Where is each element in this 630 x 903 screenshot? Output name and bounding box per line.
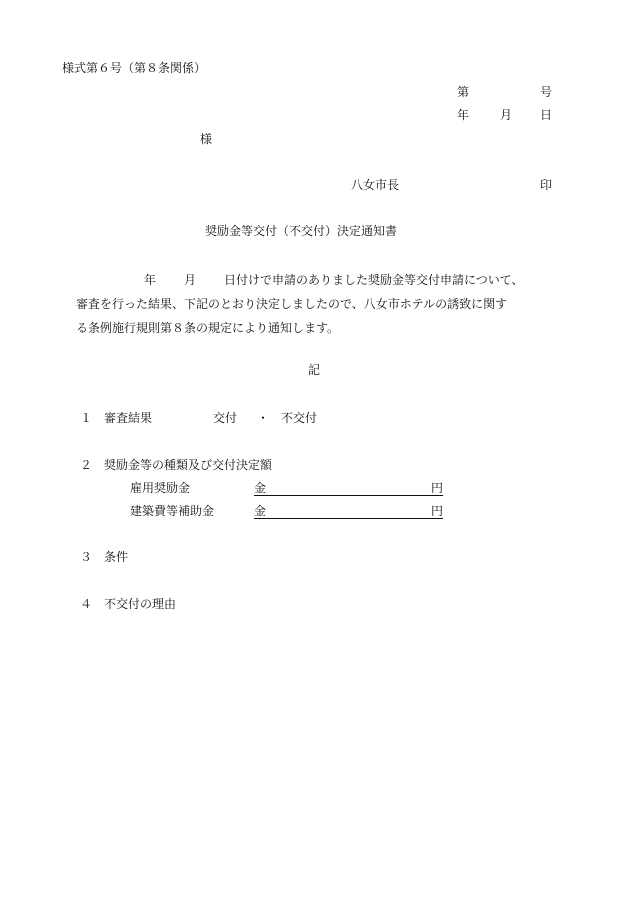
date-day-label: 日	[540, 108, 553, 122]
option-grant: 交付	[213, 411, 238, 425]
seal-mark: 印	[540, 178, 553, 192]
issuer-title: 八女市長	[351, 178, 400, 192]
form-number-label: 様式第６号（第８条関係）	[62, 61, 207, 75]
document-number-prefix: 第	[457, 85, 470, 99]
item2-label: 奨励金等の種類及び交付決定額	[104, 458, 273, 472]
item1-label: 審査結果	[104, 411, 153, 425]
notice-line-1-text: 日付けで申請のありました奨励金等交付申請について、	[224, 273, 524, 287]
employment-incentive-prefix: 金	[254, 481, 267, 495]
option-nongrant: 不交付	[281, 411, 318, 425]
employment-incentive-unit: 円	[431, 481, 444, 495]
date-month-label: 月	[500, 108, 513, 122]
date-year-label: 年	[457, 108, 470, 122]
item1-number: １	[80, 411, 93, 425]
notice-line-1	[76, 268, 588, 292]
item4-number: ４	[80, 597, 93, 611]
employment-incentive-amount-underline	[254, 495, 443, 496]
item3-label: 条件	[104, 550, 129, 564]
option-separator: ・	[257, 411, 270, 425]
addressee-suffix: 様	[200, 132, 213, 146]
ki-heading: 記	[308, 363, 321, 377]
construction-subsidy-prefix: 金	[254, 504, 267, 518]
notice-year-label: 年	[144, 273, 157, 287]
notice-line-2: 審査を行った結果、下記のとおり決定しましたので、八女市ホテルの誘致に関す	[76, 297, 508, 311]
item3-number: ３	[80, 550, 93, 564]
construction-subsidy-label: 建築費等補助金	[130, 504, 215, 518]
construction-subsidy-unit: 円	[431, 504, 444, 518]
document-number-suffix: 号	[540, 85, 553, 99]
item4-label: 不交付の理由	[104, 597, 177, 611]
employment-incentive-label: 雇用奨励金	[130, 481, 191, 495]
item2-number: ２	[80, 458, 93, 472]
notice-body	[76, 268, 588, 340]
notice-month-label: 月	[184, 273, 197, 287]
notice-line-3: る条例施行規則第８条の規定により通知します。	[76, 321, 340, 335]
document-title: 奨励金等交付（不交付）決定通知書	[205, 224, 398, 238]
construction-subsidy-amount-underline	[254, 518, 443, 519]
